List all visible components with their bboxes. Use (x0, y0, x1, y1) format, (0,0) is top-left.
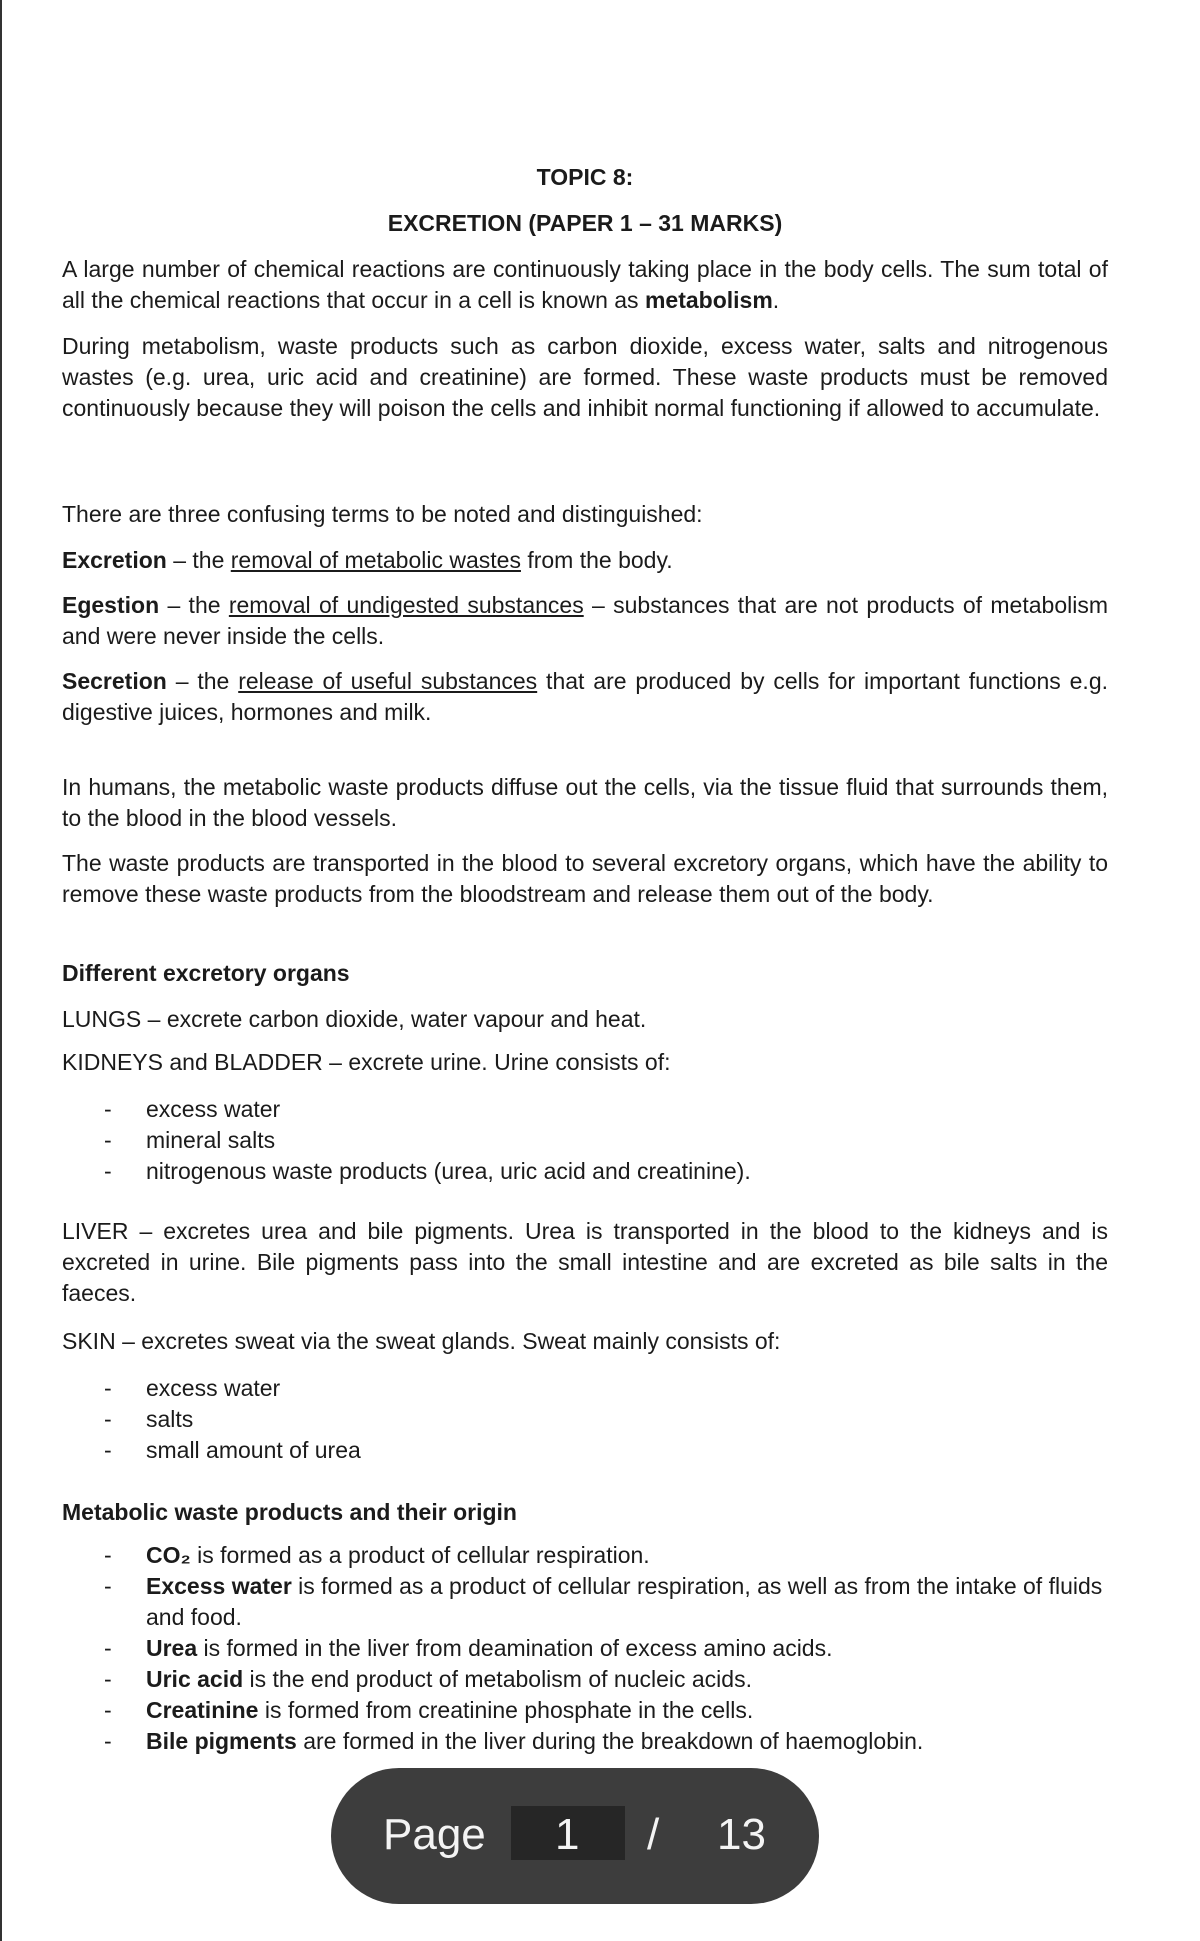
lungs-text: LUNGS – excrete carbon dioxide, water vapour and heat. (62, 1006, 647, 1032)
origin-text: is formed in the liver from deamination of excess amino acids. (197, 1635, 833, 1661)
sweat-list (62, 1373, 1108, 1466)
list-item (62, 1695, 1108, 1726)
list-item (62, 1373, 1108, 1404)
origin-text: is formed as a product of cellular respiration, as well as from the intake of fluids and food. (146, 1573, 1103, 1630)
definition-secretion (62, 666, 1108, 728)
organs-heading (62, 958, 1108, 989)
current-page-input[interactable]: 1 (555, 1810, 580, 1859)
list-item (62, 1125, 1108, 1156)
origin-heading-text: Metabolic waste products and their origin (62, 1499, 517, 1525)
transport-paragraph-1 (62, 772, 1108, 834)
terms-lead-text: There are three confusing terms to be noted and distinguished: (62, 501, 703, 527)
kidneys-line (62, 1047, 1108, 1078)
list-dash: - (104, 1666, 112, 1692)
topic-subtitle: EXCRETION (PAPER 1 – 31 MARKS) (387, 210, 783, 236)
list-item (62, 1664, 1108, 1695)
list-item-text: excess water (146, 1375, 281, 1401)
origin-term: Excess water (146, 1573, 292, 1599)
metabolism-term: metabolism (644, 287, 773, 313)
definition-dash: – the (166, 547, 231, 573)
egestion-term: Egestion (62, 592, 160, 618)
origin-text: is formed from creatinine phosphate in the cells. (258, 1697, 754, 1723)
list-item (62, 1540, 1108, 1571)
list-item (62, 1633, 1108, 1664)
page-edge (0, 0, 2, 1941)
page-label: Page (383, 1810, 486, 1859)
transport-text-2: The waste products are transported in the blood to several excretory organs, which have the ability to remove these waste products from the bloodstream and release them out of the body. (62, 850, 1108, 907)
terms-lead (62, 499, 1108, 530)
intro-period: . (772, 287, 780, 313)
origin-text: is the end product of metabolism of nucleic acids. (243, 1666, 752, 1692)
page-navigator[interactable] (331, 1768, 819, 1904)
definition-excretion (62, 545, 1108, 576)
origin-term: Uric acid (146, 1666, 244, 1692)
origin-text: are formed in the liver during the breakdown of haemoglobin. (296, 1728, 924, 1754)
list-dash: - (104, 1158, 112, 1184)
excretion-underlined: removal of metabolic wastes (230, 547, 521, 573)
egestion-underlined: removal of undigested substances (228, 592, 584, 618)
origin-text: is formed as a product of cellular respiration. (190, 1542, 650, 1568)
list-dash: - (104, 1728, 112, 1754)
total-pages: 13 (717, 1810, 766, 1859)
list-item-text: nitrogenous waste products (urea, uric acid and creatinine). (146, 1158, 751, 1184)
kidneys-text: KIDNEYS and BLADDER – excrete urine. Urine consists of: (62, 1049, 671, 1075)
list-item (62, 1404, 1108, 1435)
intro-paragraph-1 (62, 254, 1108, 316)
list-item-text: small amount of urea (146, 1437, 361, 1463)
liver-paragraph (62, 1216, 1108, 1309)
list-dash: - (104, 1375, 112, 1401)
origin-term: Creatinine (146, 1697, 259, 1723)
list-item-text: excess water (146, 1096, 281, 1122)
list-dash: - (104, 1573, 112, 1599)
egestion-rest: – substances that are not products of metabolism and were never inside the cells. (62, 592, 1108, 649)
intro-text-2: During metabolism, waste products such as carbon dioxide, excess water, salts and nitrogenous wastes (e.g. urea, uric acid and creatinine) are formed. These waste products must be removed continuously because they will poison the cells and inhibit normal functioning if allowed to accumulate. (62, 333, 1108, 421)
list-item (62, 1726, 1108, 1757)
definition-dash: – the (166, 668, 239, 694)
list-item-text: salts (146, 1406, 194, 1432)
list-dash: - (104, 1542, 112, 1568)
liver-text: LIVER – excretes urea and bile pigments. Urea is transported in the blood to the kidneys and is excreted in urine. Bile pigments pass into the small intestine and are excreted as bile salts in the faeces. (62, 1218, 1108, 1306)
list-item (62, 1435, 1108, 1466)
lungs-line (62, 1004, 1108, 1035)
secretion-term: Secretion (62, 668, 167, 694)
list-dash: - (104, 1437, 112, 1463)
skin-line (62, 1326, 1108, 1357)
secretion-rest: that are produced by cells for important functions e.g. digestive juices, hormones and milk. (62, 668, 1108, 725)
list-item (62, 1571, 1108, 1633)
transport-text-1: In humans, the metabolic waste products diffuse out the cells, via the tissue fluid that surrounds them, to the blood in the blood vessels. (62, 774, 1108, 831)
origin-term: Urea (146, 1635, 198, 1661)
definition-egestion (62, 590, 1108, 652)
skin-text: SKIN – excretes sweat via the sweat glands. Sweat mainly consists of: (62, 1328, 781, 1354)
excretion-rest: from the body. (520, 547, 673, 573)
list-dash: - (104, 1697, 112, 1723)
page-separator: / (647, 1810, 660, 1859)
origin-term: Bile pigments (146, 1728, 297, 1754)
topic-heading: TOPIC 8: (536, 164, 634, 190)
list-item-text: mineral salts (146, 1127, 276, 1153)
list-item (62, 1156, 1108, 1187)
transport-paragraph-2 (62, 848, 1108, 910)
list-dash: - (104, 1635, 112, 1661)
origin-term: CO₂ (146, 1542, 191, 1568)
urine-list (62, 1094, 1108, 1187)
definition-dash: – the (159, 592, 229, 618)
origin-list (62, 1540, 1108, 1757)
list-dash: - (104, 1127, 112, 1153)
origin-heading (62, 1497, 1108, 1528)
list-dash: - (104, 1096, 112, 1122)
secretion-underlined: release of useful substances (238, 668, 538, 694)
excretion-term: Excretion (62, 547, 167, 573)
organs-heading-text: Different excretory organs (62, 960, 350, 986)
intro-paragraph-2 (62, 331, 1108, 424)
list-dash: - (104, 1406, 112, 1432)
list-item (62, 1094, 1108, 1125)
intro-text: A large number of chemical reactions are continuously taking place in the body cells. The sum total of all the chemical reactions that occur in a cell is known as (62, 256, 1108, 313)
